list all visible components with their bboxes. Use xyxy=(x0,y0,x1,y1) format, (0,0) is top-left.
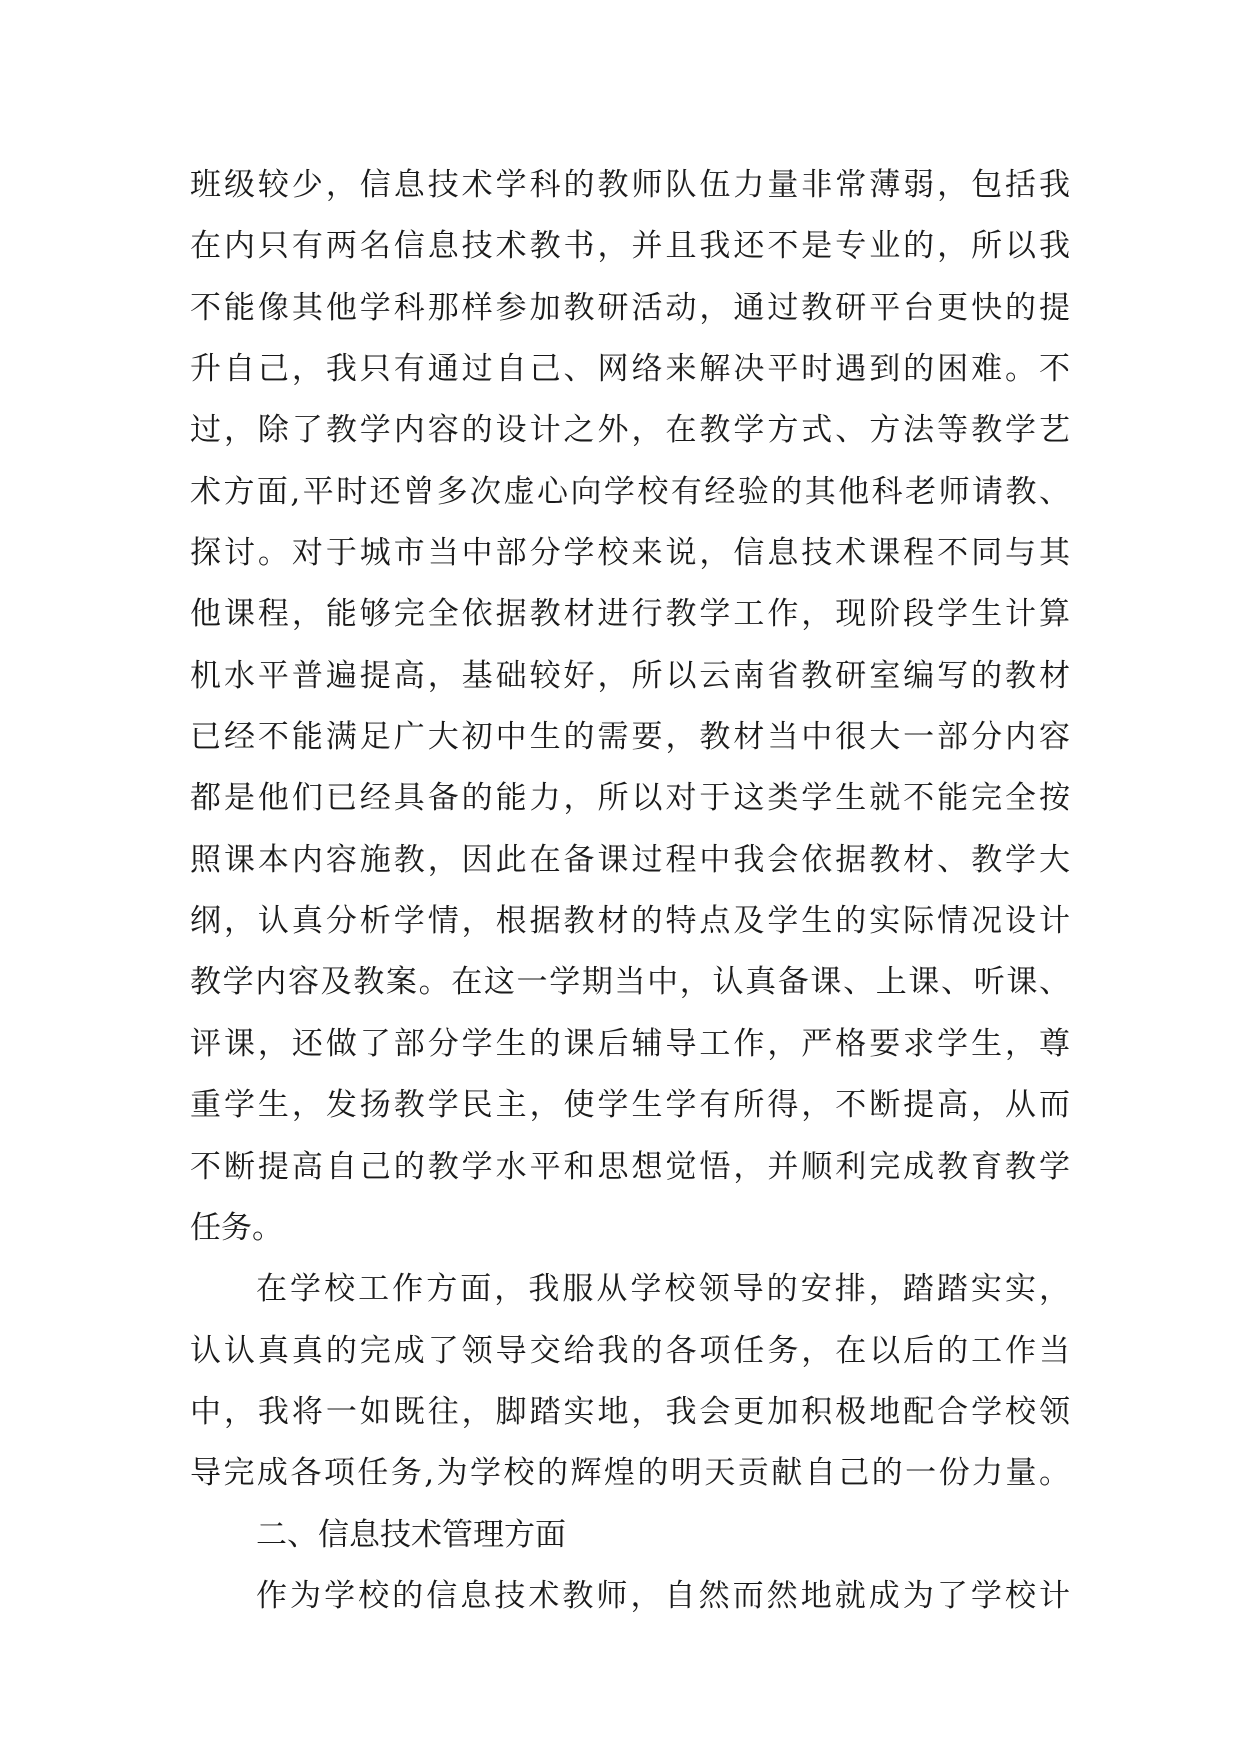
text-line: 过，除了教学内容的设计之外，在教学方式、方法等教学艺 xyxy=(190,412,1070,449)
text-line: 教学内容及教案。在这一学期当中，认真备课、上课、听课、 xyxy=(190,964,1070,1001)
text-line: 重学生，发扬教学民主，使学生学有所得，不断提高，从而 xyxy=(190,1087,1070,1124)
text-line: 二、信息技术管理方面 xyxy=(256,1516,566,1553)
body-text xyxy=(190,155,1070,1627)
text-line: 升自己，我只有通过自己、网络来解决平时遇到的困难。不 xyxy=(190,351,1070,388)
text-line: 探讨。对于城市当中部分学校来说，信息技术课程不同与其 xyxy=(190,535,1070,572)
text-line: 已经不能满足广大初中生的需要，教材当中很大一部分内容 xyxy=(190,719,1070,756)
text-line: 术方面,平时还曾多次虚心向学校有经验的其他科老师请教、 xyxy=(190,473,1070,510)
text-line: 作为学校的信息技术教师，自然而然地就成为了学校计 xyxy=(256,1577,1070,1614)
text-line: 他课程，能够完全依据教材进行教学工作，现阶段学生计算 xyxy=(190,596,1070,633)
text-line: 在内只有两名信息技术教书，并且我还不是专业的，所以我 xyxy=(190,228,1070,265)
text-line: 任务。 xyxy=(190,1209,283,1246)
text-line: 中，我将一如既往，脚踏实地，我会更加积极地配合学校领 xyxy=(190,1393,1070,1430)
text-line: 评课，还做了部分学生的课后辅导工作，严格要求学生，尊 xyxy=(190,1025,1070,1062)
text-line: 机水平普遍提高，基础较好，所以云南省教研室编写的教材 xyxy=(190,657,1070,694)
text-line: 导完成各项任务,为学校的辉煌的明天贡献自己的一份力量。 xyxy=(190,1455,1070,1492)
text-line: 认认真真的完成了领导交给我的各项任务，在以后的工作当 xyxy=(190,1332,1070,1369)
text-line: 不能像其他学科那样参加教研活动，通过教研平台更快的提 xyxy=(190,289,1070,326)
text-line: 不断提高自己的教学水平和思想觉悟，并顺利完成教育教学 xyxy=(190,1148,1070,1185)
text-line: 班级较少，信息技术学科的教师队伍力量非常薄弱，包括我 xyxy=(190,167,1070,203)
text-line: 照课本内容施教，因此在备课过程中我会依据教材、教学大 xyxy=(190,841,1070,878)
text-line: 纲，认真分析学情，根据教材的特点及学生的实际情况设计 xyxy=(190,903,1070,940)
text-line: 在学校工作方面，我服从学校领导的安排，踏踏实实， xyxy=(256,1271,1070,1308)
text-line: 都是他们已经具备的能力，所以对于这类学生就不能完全按 xyxy=(190,780,1070,817)
